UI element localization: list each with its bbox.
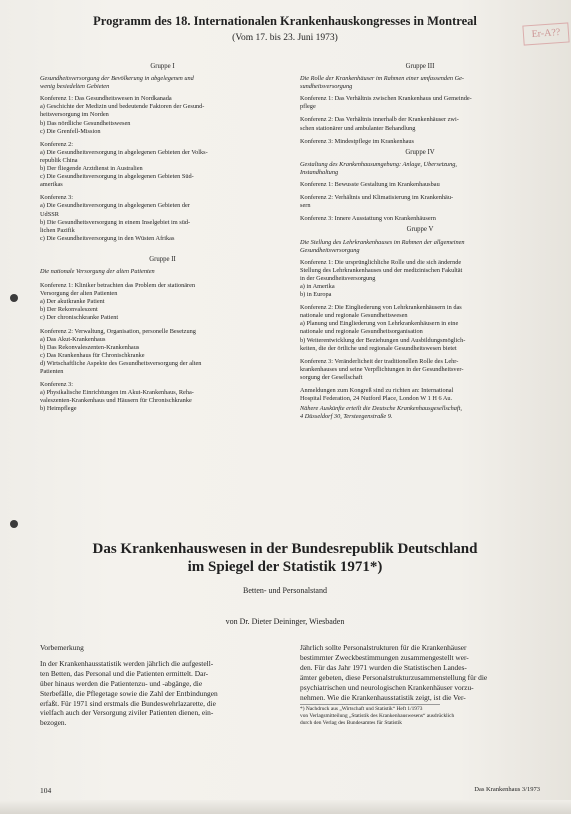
- text-line: in der Gesundheitsversorgung: [300, 274, 376, 282]
- text-line: den. Für das Jahr 1971 wurden die Statistischen Landes-: [300, 662, 467, 672]
- text-line: ämter gebeten, diese Personalstrukturzusammenstellung für die: [300, 672, 488, 682]
- text-line: Konferenz 1: Die ursprünglichliche Rolle und die sich ändernde: [300, 258, 462, 266]
- text-line: a) Die Gesundheitsversorgung in abgelegenen Gebieten der Volks-: [40, 148, 208, 156]
- text-line: vielfach auch der Versorgung ziviler Patienten dienen, ein-: [40, 708, 214, 718]
- archive-stamp: Er-A??: [522, 22, 569, 45]
- text-line: republik China: [40, 156, 78, 164]
- text-line: a) Geschichte der Medizin und bedeutende Faktoren der Gesund-: [40, 103, 205, 111]
- text-line: pflege: [300, 103, 316, 111]
- text-line: sorgung der Gesellschaft: [300, 373, 363, 381]
- article-title-line: Das Krankenhauswesen in der Bundesrepublik Deutschland: [92, 541, 478, 557]
- article-subtitle: Betten- und Personalstand: [243, 586, 327, 595]
- text-line: c) Die Gesundheitsversorgung in den Wüsten Afrikas: [40, 234, 175, 242]
- text-line: Konferenz 2:: [40, 140, 74, 148]
- text-line: c) Die Grenfell-Mission: [40, 127, 101, 135]
- text-line: schen stationärer und ambulanter Behandlung: [300, 124, 416, 132]
- text-line: b) Der fliegende Arztdienst in Australien: [40, 165, 143, 173]
- footnote: [300, 704, 455, 726]
- g4-conferences: [300, 181, 540, 223]
- article-right-column: [300, 643, 542, 726]
- text-line: b) in Europa: [300, 291, 332, 299]
- text-line: a) Der akutkranke Patient: [40, 298, 105, 306]
- text-line: b) Das Rekonvaleszenten-Krankenhaus: [40, 343, 140, 351]
- text-line: heitsversorgung im Norden: [40, 111, 109, 119]
- g1-conference-1: [40, 95, 285, 135]
- text-line: c) Das Krankenhaus für Chronischkranke: [40, 351, 145, 359]
- information-note: [300, 405, 540, 421]
- text-line: erfaßt. Für 1971 sind erstmals die Bundeswehrlazarette, die: [40, 698, 216, 708]
- group-2-title: Gruppe II: [149, 255, 176, 263]
- text-line: Hospital Federation, 24 Nutford Place, London W 1 H 6 Au.: [300, 395, 453, 403]
- article-title: [30, 540, 540, 576]
- text-line: Instandhaltung: [300, 168, 339, 176]
- g1-conference-3: [40, 194, 285, 243]
- group-3-subtitle: [300, 75, 540, 91]
- text-line: Die Rolle der Krankenhäuser im Rahmen einer umfassenden Ge-: [300, 75, 465, 83]
- punch-hole: [10, 520, 18, 528]
- text-line: 4 Düsseldorf 30, Tersteegenstraße 9.: [300, 413, 393, 421]
- text-line: b) Der Rekonvaleszent: [40, 306, 98, 314]
- program-dates: (Vom 17. bis 23. Juni 1973): [232, 33, 338, 43]
- article-title-line: im Spiegel der Statistik 1971*): [187, 559, 383, 575]
- text-line: Stellung des Lehrkrankenhauses und der medizinischen Fakultät: [300, 266, 463, 274]
- section-heading: Vorbemerkung: [40, 643, 84, 652]
- footnote-line: von Verlagsmitteilung „Statistik des Krankenhauswesens“ ausdrücklich: [300, 713, 455, 720]
- text-line: b) Die Gesundheitsversorgung in einem Inselgebiet im süd-: [40, 218, 191, 226]
- text-line: lichen Pazifik: [40, 226, 75, 234]
- text-line: nationale und regionale Gesundheitswesen: [300, 312, 408, 320]
- text-line: a) Planung und Eingliederung von Lehrkrankenhäusern in eine: [300, 320, 459, 328]
- journal-reference: Das Krankenhaus 3/1973: [474, 786, 540, 793]
- text-line: Versorgung der alten Patienten: [40, 290, 118, 298]
- text-line: valeszenten-Krankenhaus und Häusern für Chronischkranke: [40, 397, 192, 405]
- text-line: Konferenz 3:: [40, 194, 74, 202]
- g5-conference-1: [300, 259, 540, 299]
- text-line: c) Der chronischkranke Patient: [40, 314, 119, 322]
- text-line: d) Wirtschaftliche Aspekte des Gesundheitsversorgung der alten: [40, 359, 202, 367]
- group-5-subtitle: [300, 239, 540, 255]
- group-4-subtitle: [300, 161, 540, 177]
- g5-conference-3: [300, 358, 540, 382]
- text-line: Anmeldungen zum Kongreß sind zu richten an: International: [300, 387, 454, 394]
- text-line: ten Betten, das Personal und die Patienten ermittelt. Dar-: [40, 668, 209, 678]
- text-line: bestimmter Zweckbestimmungen zusammengestellt wer-: [300, 652, 469, 662]
- g2-conference-3: [40, 381, 285, 413]
- registration-note: [300, 387, 540, 403]
- text-line: Konferenz 3:: [40, 381, 74, 389]
- group-1-title: Gruppe I: [150, 63, 175, 70]
- punch-hole: [10, 294, 18, 302]
- footnote-line: *) Nachdruck aus „Wirtschaft und Statistik“ Heft 1/1973: [300, 706, 423, 713]
- text-line: Konferenz 3: Mindestpflege im Krankenhaus: [300, 137, 415, 145]
- text-line: a) Physikalische Einrichtungen im Akut-Krankenhaus, Reha-: [40, 389, 194, 397]
- text-line: b) Heimpflege: [40, 405, 77, 413]
- text-line: nehmen. Wie die Krankenhausstatistik zeigt, ist die Ver-: [300, 692, 466, 702]
- text-line: bezogen.: [40, 718, 67, 728]
- text-line: Konferenz 2: Verwaltung, Organisation, personelle Besetzung: [40, 327, 196, 335]
- program-title: Programm des 18. Internationalen Krankenhauskongresses in Montreal: [93, 14, 477, 28]
- text-line: In der Krankenhausstatistik werden jährlich die aufgestell-: [40, 658, 214, 668]
- g2-conference-1: [40, 282, 285, 322]
- group-2-subtitle: [40, 268, 285, 276]
- text-line: psychiatrischen und neurologischen Krankenhäuser vorzu-: [300, 682, 474, 692]
- text-line: amerikas: [40, 181, 63, 189]
- group-1-subtitle: [40, 75, 285, 91]
- footnote-line: durch den Verlag des Bundesamtes für Statistik: [300, 719, 403, 726]
- text-line: Konferenz 3: Innere Ausstattung von Krankenhäusern: [300, 215, 436, 223]
- text-line: Konferenz 1: Bewusste Gestaltung im Krankenhausbau: [300, 181, 440, 189]
- program-left-column: [40, 60, 285, 413]
- g3-conferences: [300, 95, 540, 145]
- text-line: a) Das Akut-Krankenhaus: [40, 335, 106, 343]
- text-line: a) in Amerika: [300, 282, 335, 290]
- text-line: Nähere Auskünfte erteilt die Deutsche Krankenhausgesellschaft,: [300, 405, 462, 413]
- article-author: von Dr. Dieter Deininger, Wiesbaden: [225, 617, 345, 626]
- text-line: b) Das nördliche Gesundheitswesen: [40, 119, 131, 127]
- text-line: wenig besiedelten Gebieten: [40, 83, 110, 91]
- text-line: b) Weiterentwicklung der Beziehungen und Ausbildungsmöglich-: [300, 336, 466, 344]
- text-line: Gesundheitsversorgung der Bevölkerung in abgelegenen und: [40, 75, 194, 83]
- g2-conference-2: [40, 328, 285, 377]
- page-number: 104: [40, 786, 52, 795]
- text-line: c) Die Gesundheitsversorgung in abgelegenen Gebieten Süd-: [40, 173, 194, 181]
- group-4-title: Gruppe IV: [405, 148, 435, 156]
- group-5-title: Gruppe V: [406, 226, 434, 234]
- text-line: Die Stellung des Lehrkrankenhauses im Rahmen der allgemeinen: [300, 238, 465, 246]
- text-line: Konferenz 3: Veränderlicheit der traditionellen Rolle des Lehr-: [300, 357, 459, 365]
- page-edge: [0, 800, 571, 814]
- text-line: Die nationale Versorgung der alten Patienten: [40, 267, 155, 275]
- text-line: Konferenz 1: Kliniker betrachten das Problem der stationären: [40, 282, 196, 290]
- text-line: Jährlich sollte Personalstrukturen für die Krankenhäuser: [300, 643, 467, 652]
- text-line: krankenhauses und seine Verpflichtungen in der Gesundheitsver-: [300, 365, 464, 373]
- text-line: Gestaltung des Krankenhausumgebung: Anlage, Übersetzung,: [300, 160, 457, 168]
- g1-conference-2: [40, 141, 285, 190]
- text-line: Sterbefälle, die Pflegetage sowie die Zahl der Entbindungen: [40, 688, 218, 698]
- text-line: Konferenz 1: Das Gesundheitswesen in Nordkanada: [40, 95, 172, 103]
- text-line: Konferenz 2: Das Verhältnis innerhalb der Krankenhäuser zwi-: [300, 116, 459, 124]
- g5-conference-2: [300, 304, 540, 353]
- text-line: Konferenz 1: Das Verhältnis zwischen Krankenhaus und Gemeinde-: [300, 95, 472, 103]
- text-line: keiten, die der örtliche und regionale Gesundheitswesen bietet: [300, 344, 457, 352]
- text-line: Patienten: [40, 368, 64, 375]
- text-line: über hinaus werden die Patientenzu- und -abgänge, die: [40, 678, 203, 688]
- text-line: Konferenz 2: Verhältnis und Klimatisierung im Krankenhäu-: [300, 194, 454, 202]
- article-left-column: [40, 643, 285, 728]
- program-right-column: [300, 60, 540, 425]
- text-line: UdSSR: [40, 210, 59, 218]
- text-line: Konferenz 2: Die Eingliederung von Lehrkrankenhäusern in das: [300, 304, 462, 312]
- group-3-title: Gruppe III: [405, 63, 435, 70]
- text-line: sern: [300, 202, 311, 210]
- text-line: a) Die Gesundheitsversorgung in abgelegenen Gebieten der: [40, 202, 190, 210]
- text-line: Gesundheitsversorgung: [300, 246, 360, 254]
- text-line: sundheitsversorgung: [300, 83, 353, 91]
- text-line: nationale und regionale Gesundheitsorganisation: [300, 328, 423, 336]
